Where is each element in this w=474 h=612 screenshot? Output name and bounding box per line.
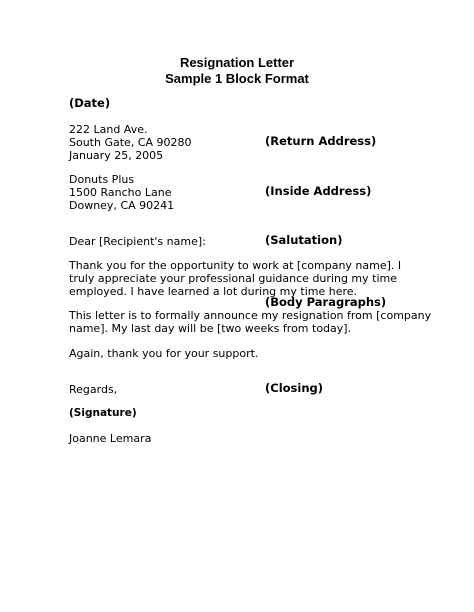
date-label: (Date): [69, 96, 111, 110]
body-paragraph-line: Thank you for the opportunity to work at [company name]. I: [69, 259, 402, 272]
document-subtitle: Sample 1 Block Format: [165, 71, 309, 86]
inside-address-line: 1500 Rancho Lane: [69, 186, 172, 199]
document-title: Resignation Letter: [179, 55, 295, 70]
return-address-line: South Gate, CA 90280: [69, 136, 192, 149]
return-address-line: 222 Land Ave.: [69, 123, 148, 136]
signature-label: (Signature): [69, 407, 137, 419]
salutation-text: Dear [Recipient's name]:: [69, 235, 206, 248]
date-line: January 25, 2005: [69, 149, 164, 162]
signer-name: Joanne Lemara: [69, 432, 152, 445]
return-address-label: (Return Address): [265, 134, 377, 148]
body-paragraph-line: truly appreciate your professional guidance during my time: [69, 272, 397, 285]
inside-address-line: Donuts Plus: [69, 173, 135, 186]
body-paragraphs-label: (Body Paragraphs): [265, 295, 387, 309]
body-paragraph-line: employed. I have learned a lot during my time here.: [69, 285, 358, 298]
inside-address-label: (Inside Address): [265, 184, 372, 198]
closing-label: (Closing): [265, 381, 323, 395]
closing-text: Regards,: [69, 383, 118, 396]
salutation-label: (Salutation): [265, 233, 343, 247]
inside-address-line: Downey, CA 90241: [69, 199, 175, 212]
body-paragraph-line: name]. My last day will be [two weeks from today].: [69, 322, 352, 335]
body-paragraph-line: This letter is to formally announce my resignation from [company: [69, 309, 432, 322]
body-paragraph-line: Again, thank you for your support.: [69, 347, 259, 360]
